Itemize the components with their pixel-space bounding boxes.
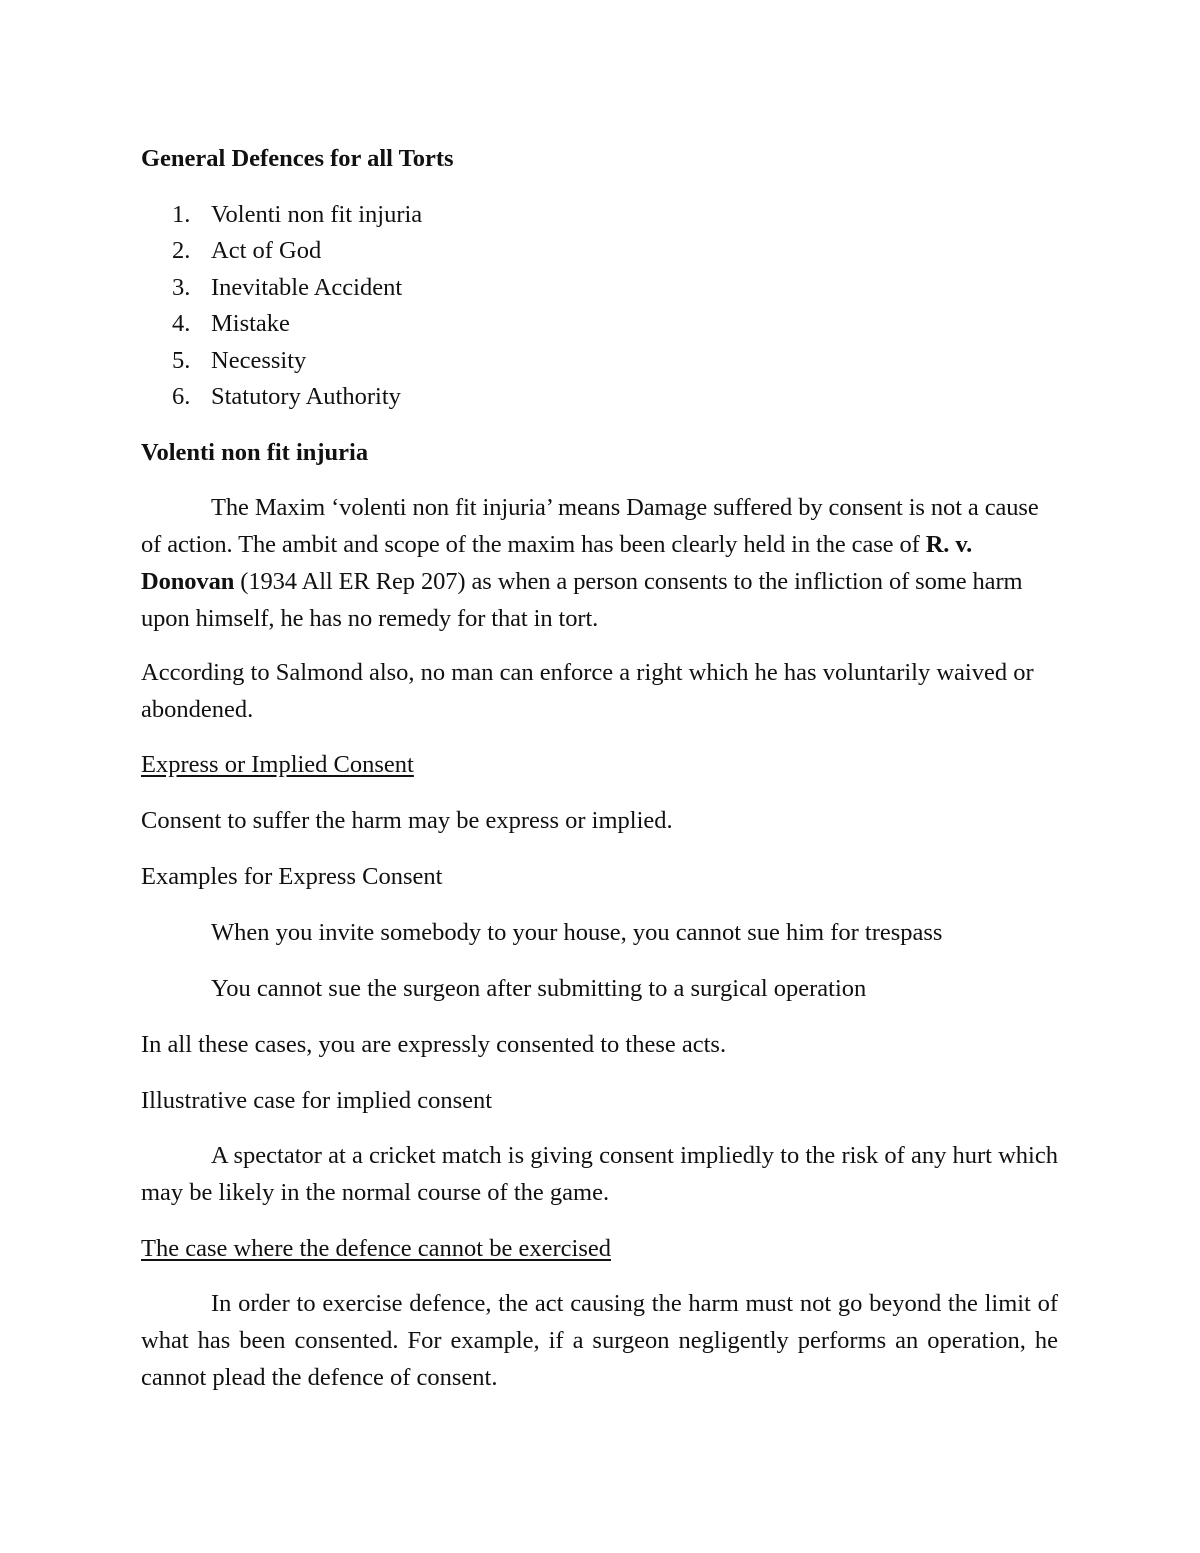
express-consent-heading: Examples for Express Consent bbox=[141, 863, 443, 890]
section-heading-consent: Express or Implied Consent bbox=[141, 751, 414, 778]
section-heading-volenti: Volenti non fit injuria bbox=[141, 439, 369, 466]
case-citation: R. v. Donovan bbox=[141, 531, 973, 595]
list-item-label: Mistake bbox=[211, 310, 290, 337]
list-item: 3. Inevitable Accident bbox=[172, 274, 403, 301]
salmond-paragraph: According to Salmond also, no man can enforce a right which he has voluntarily waived or abondened. bbox=[141, 659, 1034, 723]
express-example-2: You cannot sue the surgeon after submitting to a surgical operation bbox=[211, 975, 867, 1002]
express-example-1: When you invite somebody to your house, you cannot sue him for trespass bbox=[211, 919, 943, 946]
section-heading-limits: The case where the defence cannot be exercised bbox=[141, 1235, 611, 1262]
implied-consent-paragraph: A spectator at a cricket match is giving consent impliedly to the risk of any hurt which may be likely in the normal course of the game. bbox=[141, 1142, 1058, 1206]
list-item-label: Act of God bbox=[211, 237, 322, 264]
list-item: 4. Mistake bbox=[172, 310, 290, 337]
list-item: 2. Act of God bbox=[172, 237, 322, 264]
list-item-label: Necessity bbox=[211, 347, 307, 374]
list-item: 1. Volenti non fit injuria bbox=[172, 201, 423, 228]
list-item: 6. Statutory Authority bbox=[172, 383, 401, 410]
list-item-label: Inevitable Accident bbox=[211, 274, 403, 301]
list-item-label: Statutory Authority bbox=[211, 383, 401, 410]
express-summary: In all these cases, you are expressly consented to these acts. bbox=[141, 1031, 727, 1058]
list-item: 5. Necessity bbox=[172, 347, 307, 374]
implied-consent-heading: Illustrative case for implied consent bbox=[141, 1087, 493, 1114]
volenti-paragraph: The Maxim ‘volenti non fit injuria’ means Damage suffered by consent is not a cause of action. The ambit and scope of the maxim has been clearly held in the case of R. v. Donovan (1934 All ER Rep 207) as when a person consents to the infliction of some harm upon himself, he has no remedy for that in tort. bbox=[141, 494, 1039, 632]
limits-paragraph: In order to exercise defence, the act causing the harm must not go beyond the limit of what has been consented. For example, if a surgeon negligently performs an operation, he cannot plead the defence of consent. bbox=[141, 1290, 1058, 1391]
consent-intro: Consent to suffer the harm may be express or implied. bbox=[141, 807, 673, 834]
page-title: General Defences for all Torts bbox=[141, 145, 454, 172]
list-item-label: Volenti non fit injuria bbox=[211, 201, 423, 228]
